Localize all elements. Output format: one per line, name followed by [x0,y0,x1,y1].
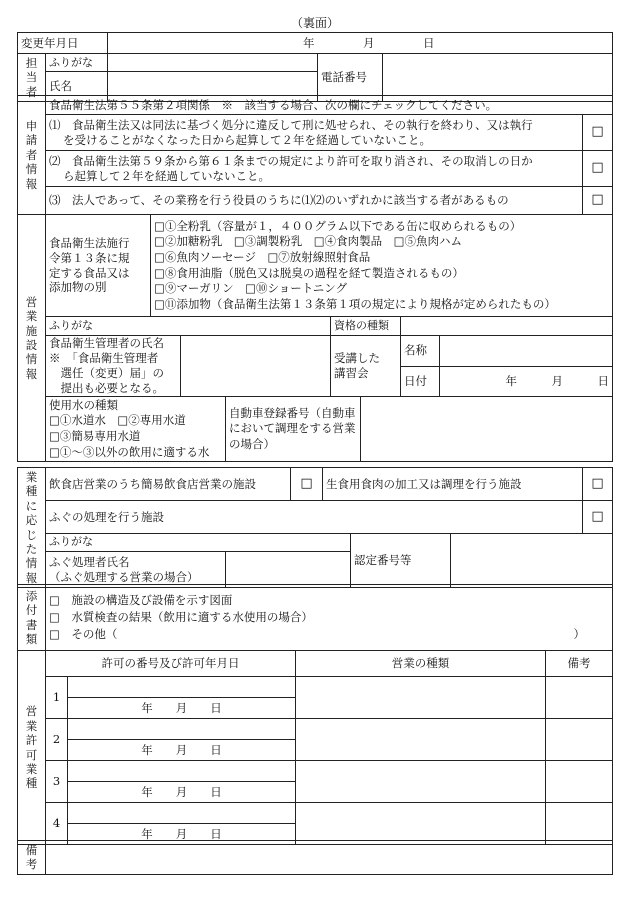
vehicle-field[interactable] [361,397,613,462]
remarks-header: 備考 [546,651,613,677]
course-name-label: 名称 [401,336,439,366]
permit-row-number: 4 [46,803,68,845]
change-date-year[interactable]: 年 [108,33,318,54]
contact-furigana-label: ふりがな [46,54,108,72]
applicant-table [17,95,613,215]
permit-cell[interactable]: 年 月 日 [68,761,296,803]
additive-option[interactable]: □⑪添加物（食品衛生法第１３条第１項の規定により規格が定められたもの） [154,296,556,311]
additive-option[interactable]: □⑧食用油脂（脱色又は脱臭の過程を経て製造されるもの） [154,265,464,280]
attachments-table [17,584,613,651]
fugu-checkbox[interactable]: □ [583,501,613,534]
remarks-field[interactable] [46,841,613,875]
course-date-label: 日付 [401,366,439,396]
permit-row-number: 2 [46,719,68,761]
applicant-item-3-checkbox[interactable]: □ [583,187,613,215]
simple-eatery-label: 飲食店営業のうち簡易飲食店営業の施設 [46,468,291,501]
applicant-section-label: 申 請 者 情 報 [18,96,46,215]
fugu-handler-field[interactable] [226,552,351,588]
vehicle-label: 自動車登録番号（自動車 において調理をする営業 の場合） [226,397,361,462]
permit-business-type[interactable] [296,719,546,761]
business-type-header: 営業の種類 [296,651,546,677]
permits-section-label: 営 業 許 可 業 種 [18,651,46,845]
additive-label: 食品衛生法施行 令第１３条に規 定する食品又は 添加物の別 [46,215,151,317]
applicant-header: 食品衛生法第５５条第２項関係 ※ 該当する場合、次の欄にチェックしてください。 [46,96,613,115]
change-date-month[interactable]: 月 [318,33,378,54]
permit-number-header: 許可の番号及び許可年月日 [46,651,296,677]
facility-table [17,214,613,462]
permit-business-type[interactable] [296,803,546,845]
water-type-label: 使用水の種類 [49,397,118,412]
attachments-section-label: 添 付 書 類 [18,585,46,651]
course-label: 受講した 講習会 [331,336,401,397]
permit-row-number: 1 [46,677,68,719]
fugu-label: ふぐの処理を行う施設 [46,501,583,534]
fugu-furigana[interactable]: ふりがな [46,534,351,552]
business-section-label: 業 種 に 応 じ た 情 報 [18,468,46,588]
permit-cell[interactable]: 年 月 日 [68,719,296,761]
cert-no-field[interactable] [451,534,613,588]
water-type [46,397,226,462]
raw-meat-checkbox[interactable]: □ [583,468,613,501]
additive-option[interactable]: □⑨マーガリン □⑩ショートニング [154,281,348,296]
qualification-label: 資格の種類 [331,317,401,336]
water-option[interactable]: □③簡易専用水道 [49,429,141,443]
permits-table [17,650,613,845]
simple-eatery-checkbox[interactable]: □ [291,468,323,501]
table-row [18,761,613,803]
qualification-field[interactable] [401,317,613,336]
contact-phone-label: 電話番号 [318,54,383,102]
attachment-item[interactable]: □ その他（ ） [49,626,585,641]
applicant-item-2-checkbox[interactable]: □ [583,151,613,187]
course-fields [401,336,613,397]
facility-section-label: 営 業 施 設 情 報 [18,215,46,462]
course-name-field[interactable] [439,336,612,366]
manager-furigana[interactable]: ふりがな [46,317,331,336]
permit-remarks[interactable] [546,761,613,803]
change-date-day[interactable]: 日 [378,33,438,54]
table-row [18,803,613,845]
permit-remarks[interactable] [546,803,613,845]
permit-cell[interactable]: 年 月 日 [68,803,296,845]
remarks-section-label: 備 考 [18,841,46,875]
permit-remarks[interactable] [546,677,613,719]
contact-section-label: 担 当 者 [18,54,46,102]
applicant-item-2: ⑵ 食品衛生法第５９条から第６１条までの規定により許可を取り消され、その取消しの日か ら起算して２年を経過していないこと。 [46,151,583,187]
contact-furigana-field[interactable] [108,54,318,72]
change-date-table [17,32,613,54]
cert-no-label: 認定番号等 [351,534,451,588]
course-date-field[interactable]: 年 月 日 [439,366,612,396]
permit-business-type[interactable] [296,677,546,719]
permit-cell[interactable]: 年 月 日 [68,677,296,719]
manager-name-label: 食品衛生管理者の氏名 ※ 「食品衛生管理者 選任（変更）届」の 提出も必要となる。 [46,336,181,397]
table-row [18,719,613,761]
remarks-table [17,840,613,875]
raw-meat-label: 生食用食肉の加工又は調理を行う施設 [323,468,583,501]
table-row [18,677,613,719]
additive-options[interactable] [151,215,613,317]
applicant-item-3: ⑶ 法人であって、その業務を行う役員のうちに⑴⑵のいずれかに該当する者があるもの [46,187,583,215]
manager-name-field[interactable] [181,336,331,397]
additive-option[interactable]: □⑥魚肉ソーセージ □⑦放射線照射食品 [154,249,371,264]
attachments-list [46,585,613,651]
permit-remarks[interactable] [546,719,613,761]
additive-option[interactable]: □①全粉乳（容量が１，４００グラム以下である缶に収められるもの） [154,218,522,233]
applicant-item-1: ⑴ 食品衛生法又は同法に基づく処分に違反して刑に処せられ、その執行を終わり、又は執行 を受けることがなくなった日から起算して２年を経過していないこと。 [46,115,583,151]
permit-row-number: 3 [46,761,68,803]
attachment-item[interactable]: □ 施設の構造及び設備を示す図面 [49,593,233,608]
fugu-handler-label: ふぐ処理者氏名 （ふぐ処理する営業の場合） [46,552,226,588]
water-option[interactable]: □①～③以外の飲用に適する水 [49,444,210,459]
permit-business-type[interactable] [296,761,546,803]
additive-option[interactable]: □②加糖粉乳 □③調製粉乳 □④食肉製品 □⑤魚肉ハム [154,234,462,249]
attachment-item[interactable]: □ 水質検査の結果（飲用に適する水使用の場合） [49,610,313,625]
business-table [17,467,613,588]
applicant-item-1-checkbox[interactable]: □ [583,115,613,151]
water-option[interactable]: □①水道水 □②専用水道 [49,413,186,428]
contact-name-label: 氏名 [46,72,108,102]
change-date-label: 変更年月日 [18,33,108,54]
page-title: （裏面） [290,16,339,30]
